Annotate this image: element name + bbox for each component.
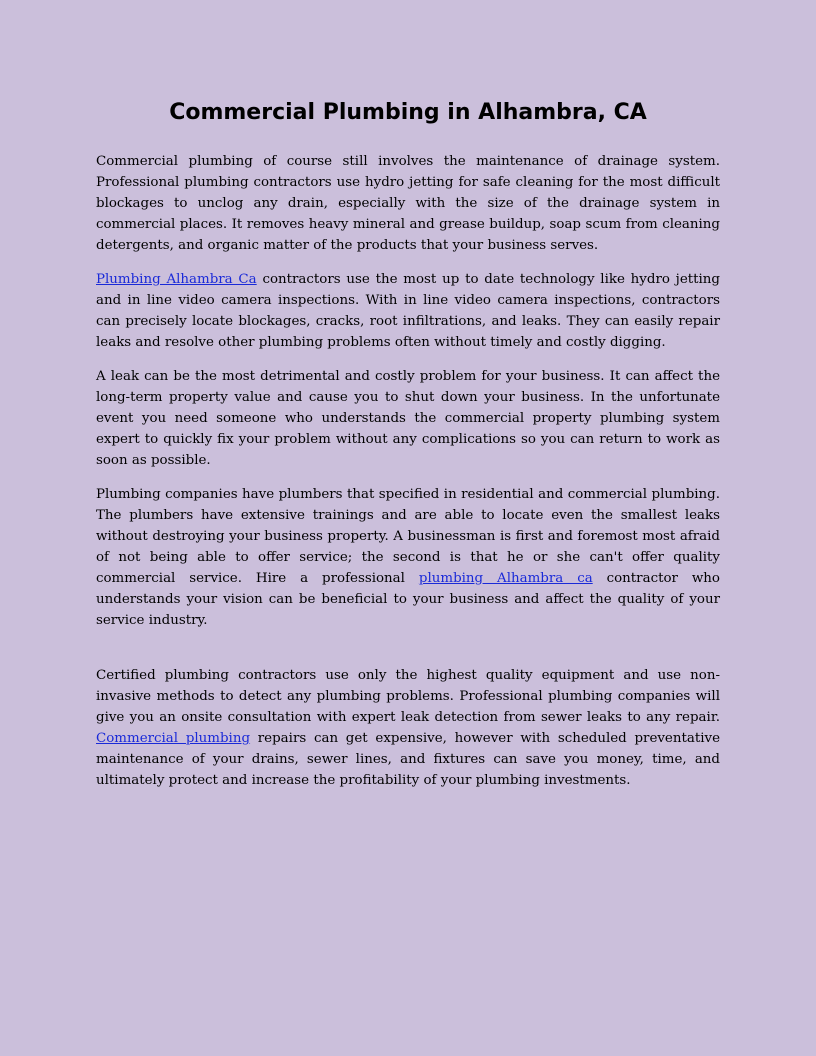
paragraph-2-text: contractors use the most up to date technology like hydro jetting and in line video camera inspections. With in line video camera inspections, contractors can precisely locate blockages, cracks, root infiltrations, and leaks. They can easily repair leaks and resolve other plumbing problems often without timely and costly digging.: [96, 272, 721, 350]
paragraph-2: [96, 269, 720, 353]
paragraph-4: [96, 484, 720, 631]
paragraph-1: Commercial plumbing of course still involves the maintenance of drainage system. Professional plumbing contractors use hydro jetting for safe cleaning for the most difficult blockages to unclog any drain, especially with the size of the drainage system in commercial places. It removes heavy mineral and grease buildup, soap scum from cleaning detergents, and organic matter of the products that your business serves.: [96, 154, 720, 253]
paragraph-3: A leak can be the most detrimental and costly problem for your business. It can affect the long-term property value and cause you to shut down your business. In the unfortunate event you need someone who understands the commercial property plumbing system expert to quickly fix your problem without any complications so you can return to work as soon as possible.: [96, 369, 720, 468]
plumbing-alhambra-ca-link[interactable]: plumbing Alhambra ca: [418, 571, 593, 586]
paragraph-5-text-after: repairs can get expensive, however with scheduled preventative maintenance of your drains, sewer lines, and fixtures can save you money, time, and ultimately protect and increase the profitability of your plumbing investments.: [96, 731, 721, 788]
page-title: Commercial Plumbing in Alhambra, CA: [169, 100, 647, 125]
document-page: [96, 96, 720, 804]
paragraph-5: [96, 665, 720, 791]
paragraph-4-text-before: Plumbing companies have plumbers that specified in residential and commercial plumbing. The plumbers have extensive trainings and are able to locate even the smallest leaks without destroying your business property. A businessman is first and foremost most afraid of not being able to offer service; the second is that he or she can't offer quality commercial service. Hire a professional: [96, 487, 720, 586]
plumbing-alhambra-link[interactable]: Plumbing Alhambra Ca: [96, 272, 257, 287]
paragraph-5-text-before: Certified plumbing contractors use only the highest quality equipment and use non-invasive methods to detect any plumbing problems. Professional plumbing companies will give you an onsite consultation with expert leak detection from sewer leaks to any repair.: [96, 668, 720, 725]
paragraph-4-text-after: contractor who understands your vision can be beneficial to your business and affect the quality of your service industry.: [96, 571, 720, 628]
commercial-plumbing-link[interactable]: Commercial plumbing: [96, 731, 251, 746]
